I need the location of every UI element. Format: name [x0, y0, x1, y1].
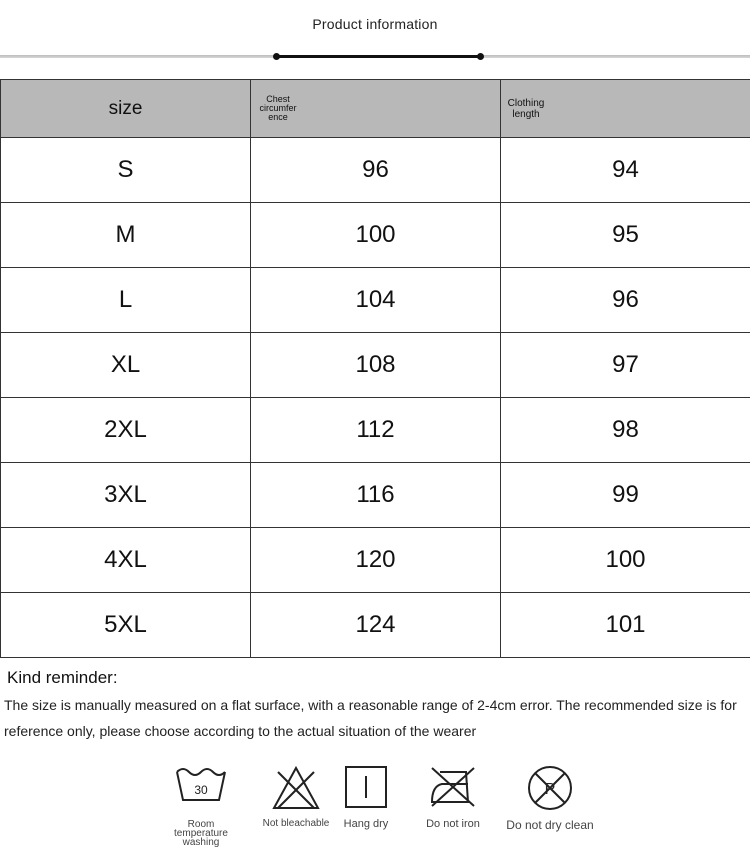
- cell-chest: 120: [251, 528, 501, 593]
- no-dry-clean-icon: [525, 764, 575, 812]
- no-bleach-icon: [270, 764, 322, 812]
- care-item-hang-dry: [336, 764, 396, 830]
- column-header-length-label: Clothing length: [507, 97, 545, 120]
- cell-size: 2XL: [1, 398, 251, 463]
- table-row: [1, 593, 750, 658]
- page-title: Product information: [312, 16, 438, 32]
- care-item-no-dry-clean: [500, 764, 600, 832]
- cell-chest: 112: [251, 398, 501, 463]
- cell-size: 5XL: [1, 593, 251, 658]
- table-row: [1, 138, 750, 203]
- cell-size: M: [1, 203, 251, 268]
- cell-size: S: [1, 138, 251, 203]
- cell-length: 97: [501, 333, 750, 398]
- cell-length: 96: [501, 268, 750, 333]
- table-row: [1, 333, 750, 398]
- column-header-chest: [251, 80, 501, 138]
- cell-length: 94: [501, 138, 750, 203]
- table-row: [1, 463, 750, 528]
- hang-dry-icon: [343, 764, 389, 810]
- care-label-no-bleach: Not bleachable: [262, 818, 330, 829]
- cell-length: 98: [501, 398, 750, 463]
- column-header-size: size: [1, 80, 251, 138]
- table-row: [1, 203, 750, 268]
- care-label-no-dry-clean: Do not dry clean: [506, 818, 594, 832]
- care-item-no-bleach: [251, 764, 341, 829]
- cell-length: 100: [501, 528, 750, 593]
- header-dot-right: [477, 53, 484, 60]
- care-label-no-iron: Do not iron: [426, 818, 480, 830]
- cell-chest: 108: [251, 333, 501, 398]
- cell-size: 4XL: [1, 528, 251, 593]
- header-dot-left: [273, 53, 280, 60]
- cell-chest: 116: [251, 463, 501, 528]
- cell-size: XL: [1, 333, 251, 398]
- table-row: [1, 268, 750, 333]
- table-header-row: [1, 80, 750, 138]
- size-table: [0, 79, 750, 658]
- reminder-title: Kind reminder:: [7, 668, 118, 687]
- cell-size: 3XL: [1, 463, 251, 528]
- cell-chest: 100: [251, 203, 501, 268]
- cell-size: L: [1, 268, 251, 333]
- cell-length: 99: [501, 463, 750, 528]
- care-label-wash: Room temperature washing: [174, 819, 228, 848]
- header-accent-bar: [276, 55, 481, 58]
- wash-temperature-label: 30: [194, 783, 208, 797]
- cell-chest: 104: [251, 268, 501, 333]
- reminder-text: The size is manually measured on a flat surface, with a reasonable range of 2-4cm error. The recommended size is for reference only, please choose according to the actual situation of the wearer: [4, 697, 737, 739]
- cell-length: 95: [501, 203, 750, 268]
- table-row: [1, 398, 750, 463]
- care-label-hang-dry: Hang dry: [343, 818, 389, 830]
- cell-chest: 124: [251, 593, 501, 658]
- dry-clean-letter: P: [544, 781, 556, 798]
- care-item-wash: [166, 764, 236, 847]
- column-header-chest-label: Chest circumfer ence: [259, 94, 297, 122]
- table-row: [1, 528, 750, 593]
- column-header-length: [501, 80, 750, 138]
- no-iron-icon: [426, 764, 480, 810]
- cell-length: 101: [501, 593, 750, 658]
- care-item-no-iron: [418, 764, 488, 830]
- wash-30-icon: [173, 764, 229, 806]
- cell-chest: 96: [251, 138, 501, 203]
